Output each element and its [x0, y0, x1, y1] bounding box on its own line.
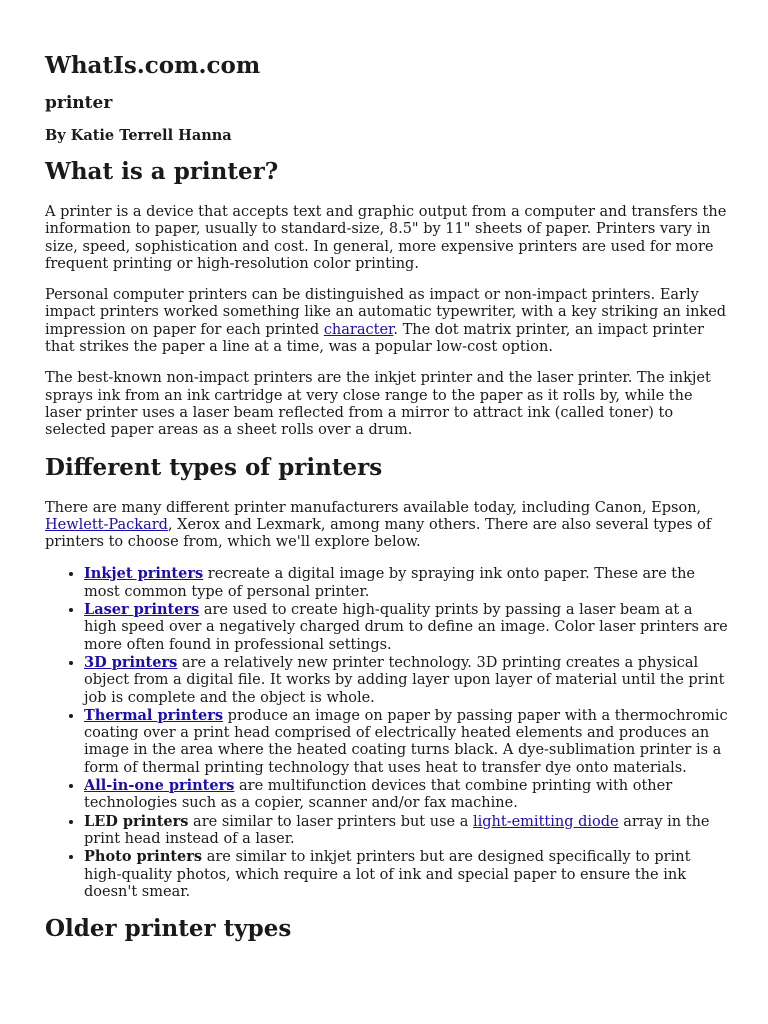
- paragraph-definition: A printer is a device that accepts text and graphic output from a computer and transfers the information to paper, usually to standard-size, 8.5" by 11" sheets of paper. Printers vary in size, speed, sophistication and cost. In general, more expensive printers are used for more frequent printing or high-resolution color printing.: [45, 204, 727, 272]
- list-item-text: are similar to inkjet printers but are designed specifically to print high-quality photos, which require a lot of ink and special paper to ensure the ink doesn't smear.: [84, 849, 691, 900]
- list-item-text: array in the print head instead of a laser.: [84, 813, 710, 847]
- 3d-printers-link[interactable]: 3D printers: [84, 653, 178, 671]
- paragraph-non-impact: The best-known non-impact printers are the inkjet printer and the laser printer. The inkjet sprays ink from an ink cartridge at very close range to the paper as it rolls by, while the laser printer uses a laser beam reflected from a mirror to attract ink (called toner) to selected paper areas as a sheet rolls over a drum.: [45, 370, 711, 439]
- paragraph-text: There are many different printer manufacturers available today, including Canon, Epson,: [45, 499, 702, 516]
- list-item-text: recreate a digital image by spraying ink onto paper. These are the most common type of personal printer.: [84, 566, 696, 600]
- thermal-printers-link[interactable]: Thermal printers: [84, 706, 224, 724]
- list-item-photo: [84, 848, 728, 901]
- paragraph-text: Personal computer printers can be distinguished as impact or non-impact printers. Early impact printers worked something like an automatic typewriter, with a key striking an inked impression on paper for each printed: [45, 287, 727, 338]
- led-printers-term: LED printers: [84, 812, 189, 830]
- list-item-3d: [84, 654, 728, 707]
- inkjet-printers-link[interactable]: Inkjet printers: [84, 565, 204, 583]
- list-item-inkjet: [84, 565, 728, 601]
- printer-types-list: [45, 565, 728, 901]
- paragraph-text: . The dot matrix printer, an impact printer that strikes the paper a line at a time, was a popular low-cost option.: [45, 321, 704, 356]
- laser-printers-link[interactable]: Laser printers: [84, 601, 200, 619]
- list-item-text: are a relatively new printer technology. 3D printing creates a physical object from a digital file. It works by adding layer upon layer of material until the print job is complete and the object is whole.: [84, 654, 725, 706]
- list-item-laser: [84, 601, 728, 654]
- paragraph-manufacturers: [45, 500, 728, 552]
- paragraph-impact: [45, 287, 728, 356]
- list-item-text: are used to create high-quality prints by passing a laser beam at a high speed over a negatively charged drum to define an image. Color laser printers are more often found in professional settings.: [84, 602, 728, 653]
- hewlett-packard-link[interactable]: Hewlett-Packard: [45, 516, 168, 533]
- byline: By Katie Terrell Hanna: [45, 127, 232, 144]
- all-in-one-printers-link[interactable]: All-in-one printers: [84, 777, 235, 795]
- light-emitting-diode-link[interactable]: light-emitting diode: [472, 813, 619, 830]
- list-item-led: [84, 813, 728, 849]
- list-item-text: produce an image on paper by passing paper with a thermochromic coating over a print head comprised of electrically heated elements and produces an image in the area where the heated coating turns black. A dye-sublimation printer is a form of thermal printing technology that uses heat to transfer dye onto materials.: [84, 707, 728, 776]
- list-item-text: are similar to laser printers but use a: [188, 813, 473, 830]
- paragraph-text: , Xerox and Lexmark, among many others. There are also several types of printers to choose from, which we'll explore below.: [45, 516, 712, 551]
- character-link[interactable]: character: [323, 321, 394, 338]
- list-item-thermal: [84, 707, 728, 777]
- list-item-all-in-one: [84, 777, 728, 813]
- list-item-text: are multifunction devices that combine printing with other technologies such as a copier, scanner and/or fax machine.: [84, 778, 673, 812]
- photo-printers-term: Photo printers: [84, 848, 203, 866]
- site-title: WhatIs.com.com: [45, 52, 261, 79]
- section-heading-types: Different types of printers: [45, 453, 383, 481]
- section-heading-what-is: What is a printer?: [45, 158, 279, 185]
- topic-title: printer: [45, 93, 113, 113]
- section-heading-older: Older printer types: [45, 915, 292, 943]
